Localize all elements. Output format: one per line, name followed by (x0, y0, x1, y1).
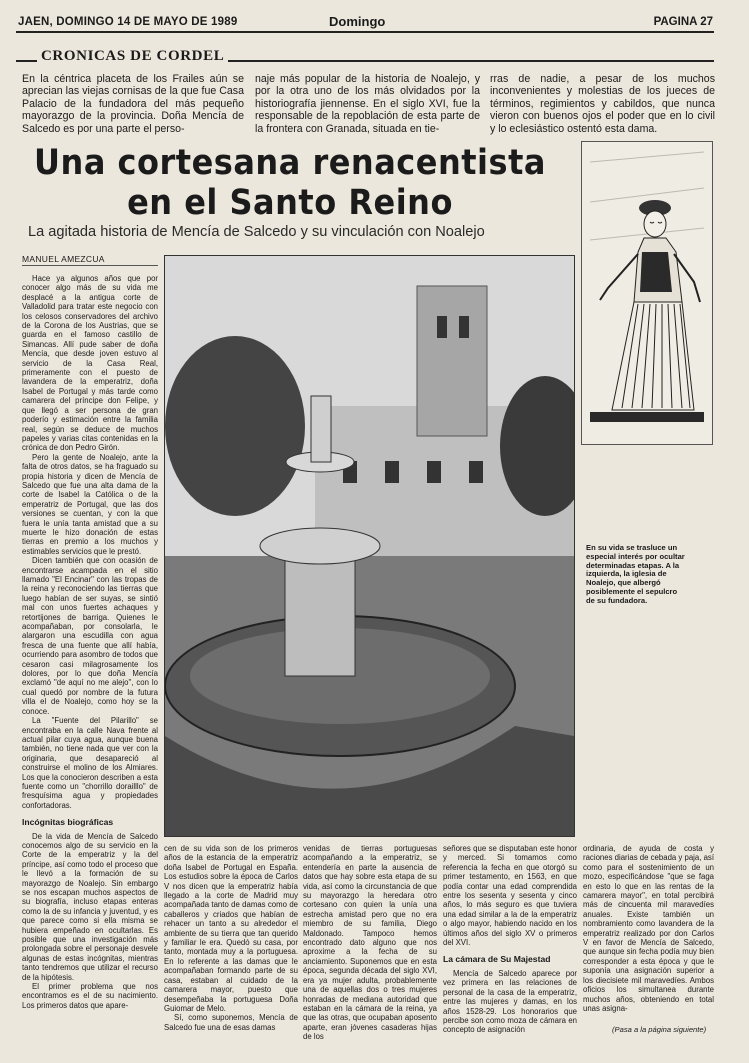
body-col-4 (443, 844, 577, 1035)
col1-paragraph-3: Dicen también que con ocasión de encontrarse acampada en el sitio llamado "El Encinar" con las tropas de la reina y reconociendo las tierras que luego habían de ser suyas, se sintió mal con unos fuertes achaques y retortijones de barriga. Quienes le acompañaban, por consolarla, le alargaron una escudilla con agua fresca de una fuente que allí había, ocurriendo para asombro de todos que cesaron casi milagrosamente los dolores, por lo que doña Mencía exclamó "de aquí no me alejo", con lo cual quedó por nombre de la futura villa el de Noalejo, como hoy se la conoce. (22, 556, 158, 716)
church-fountain-photo (164, 255, 575, 837)
header-page-number: PAGINA 27 (653, 16, 713, 28)
col1-paragraph-5: De la vida de Mencía de Salcedo conocemos algo de su servicio en la Corte de la emperatriz y la del príncipe, así como todo el proceso que le llevó a la formación de su mayorazgo de Noalejo. Sin embargo se nos escapan muchos aspectos de su biografía, incluso etapas enteras como la de su infancia y juventud, y es que parece como si ella misma se hubiera empeñado en ocultarlas. Es posible que una investigación más prolongada sobre el personaje desvele algunas de estas incógnitas, mientras tanto tendremos que utilizar el recurso de la hipótesis. (22, 831, 158, 982)
col4-paragraph-1: señores que se disputaban este honor y merced. Si tomamos como referencia la fecha en que otorgó su primer testamento, en 1563, en que podía contar una edad comprendida entre los sesenta y sesenta y cinco años, lo más seguro es que tuviera una edad similar a la de la emperatriz o algo mayor, habiendo nacido en los últimos años del siglo XV o primeros del XVI. (443, 844, 577, 948)
header-section: Domingo (329, 14, 386, 29)
col1-paragraph-1: Hace ya algunos años que por conocer algo más de su vida me desplacé a la antigua corte de Valladolid para tratar este negocio con los celosos conservadores del archivo de la Corona de los Austrias, que se guarda en el famoso castillo de Simancas. Allí pude saber de doña Mencía, que desde joven estuvo al servicio de la Casa Real, primeramente con el puesto de lavandera de la emperatriz, doña Isabel de Portugal y más tarde como camarera del príncipe don Felipe, y que llegó a ser persona de gran poderío y estimación entre la familia real, según se deduce de muchos papeles y varias citas contenidas en la crónica de don Pedro Girón. (22, 274, 158, 453)
intro-col-1: En la céntrica placeta de los Frailes aún se aprecian las viejas cornisas de la que fue Casa Palacio de la fundadora del más pequeño mayorazgo de la provincia. Doña Mencía de Salcedo es por una parte el perso- (22, 73, 244, 135)
header-rule (16, 31, 714, 33)
col1-paragraph-2: Pero la gente de Noalejo, ante la falta de otros datos, se ha fraguado su propia historia y dicen de Mencía de Salcedo que fue una alta dama de la corte de Isabel la Católica o de la emperatriz de Portugal, que las dos versiones se cuentan, y con la que fuera le unía tanta amistad que a su muerte le hizo donación de estas tierras en premio a los muchos y estimables servicios que le prestó. (22, 452, 158, 556)
section-title: CRONICAS DE CORDEL (37, 48, 228, 65)
intro-col-3: rras de nadie, a pesar de los muchos inconvenientes y molestias de los jueces de términos, regimientos y cabildos, que nunca vieron con buenos ojos el poder que en lo civil y lo eclesiástico ostentó esta dama. (490, 73, 715, 135)
header-date: JAEN, DOMINGO 14 DE MAYO DE 1989 (18, 16, 238, 28)
headline-line-1: Una cortesana renacentista (34, 141, 546, 183)
headline-line-2: en el Santo Reino (127, 181, 453, 223)
body-col-1 (22, 274, 158, 1010)
col1-paragraph-4: La "Fuente del Pilarillo" se encontraba en la calle Nava frente al actual pilar cuya agua, aunque buena también, no tiene nada que ver con la originaria, que desapareció al construirse el molino de los Almiares. Los que la conocieron describen a esta fuente como un "chorrillo dorailllo" de fresquísima agua y propiedades confortadoras. (22, 716, 158, 810)
byline-rule (22, 265, 158, 266)
col2-paragraph-1: cen de su vida son de los primeros años de la estancia de la emperatriz doña Isabel de Portugal en España. Los estudios sobre la época de Carlos V nos dicen que la emperatriz había llegado a la corte de Madrid muy acompañada tanto de damas como de caballeros y criados que habían de rehacer un tanto a su alrededor el ambiente de su tierra que tan querido y familiar le era. Quedó su casa, por tanto, montada muy a la portuguesa. En lo referente a las damas que le acompañaban formando parte de su casa, estaban al cuidado de la camarera mayor, puesto que desempeñaba la portuguesa Doña Guiomar de Melo. (164, 844, 298, 1013)
subhead-incognitas: Incógnitas biográficas (22, 817, 114, 828)
subtitle: La agitada historia de Mencía de Salcedo y su vinculación con Noalejo (28, 224, 485, 240)
byline: MANUEL AMEZCUA (22, 254, 105, 264)
body-col-3 (303, 844, 437, 1042)
col1-paragraph-6: El primer problema que nos encontramos es el de su nacimiento. Los primeros datos que apare- (22, 982, 158, 1010)
col5-paragraph-1: ordinaria, de ayuda de costa y raciones diarias de cebada y paja, así como para el sostenimiento de un mozo, especificándose "que se faga en esto lo que en las rentas de la camarera mayor", en total percibirá más de cincuenta mil maravedíes anuales. Existe también un nombramiento como lavandera de la emperatriz realizado por don Carlos V en favor de Mencía de Salcedo, que aunque sin fecha podía muy bien corresponder a esta época y que le suponía una asignación superior a los diecisiete mil maravedíes. Ambos oficios los simultanea durante muchos años, obteniendo en total unas asigna- (583, 844, 714, 1013)
col4-paragraph-2: Mencía de Salcedo aparece por vez primera en las relaciones de personal de la casa de la emperatriz, entre las mujeres y damas, en los años 1528-29. Los honorarios que percibe son como moza de cámara en concepto de asignación (443, 968, 577, 1035)
woodcut-illustration (581, 141, 713, 445)
col3-paragraph-1: venidas de tierras portuguesas acompañando a la emperatriz, se entendería en parte la ausencia de datos que hay sobre esta etapa de su vida, así como la circunstancia de que su mayorazgo la heredara otro cortesano con quien la unía una estrecha amistad pero que no era miembro de su familia, Diego Maldonado. Tampoco hemos encontrado dato alguno que nos aproxime a la fecha de su anciamiento. Suponemos que en esta época, segunda década del siglo XVI, era ya mujer adulta, probablemente una de aquellas dos o tres mujeres honradas de mediana autoridad que estaban en la cámara de la reina, ya que las otras, que ocupaban aposento aparte, eran jóvenes casaderas hijas de los (303, 844, 437, 1042)
col2-paragraph-2: Sí, como suponemos, Mencía de Salcedo fue una de esas damas (164, 1013, 298, 1032)
body-col-5 (583, 844, 714, 1013)
subhead-camara: La cámara de Su Majestad (443, 954, 551, 965)
intro-col-2: naje más popular de la historia de Noalejo, y por la otra uno de los más olvidados por la historiografía jiennense. En el siglo XVI, fue la responsable de la repoblación de esta parte de la frontera con Granada, situada en tie- (255, 73, 480, 135)
photo-caption: En su vida se trasluce un especial interés por ocultar determinadas etapas. A la izquierda, la iglesia de Noalejo, que albergó posiblemente el sepulcro de su fundadora. (586, 543, 685, 605)
body-col-2 (164, 844, 298, 1032)
continuation-note: (Pasa a la página siguiente) (612, 1025, 707, 1034)
